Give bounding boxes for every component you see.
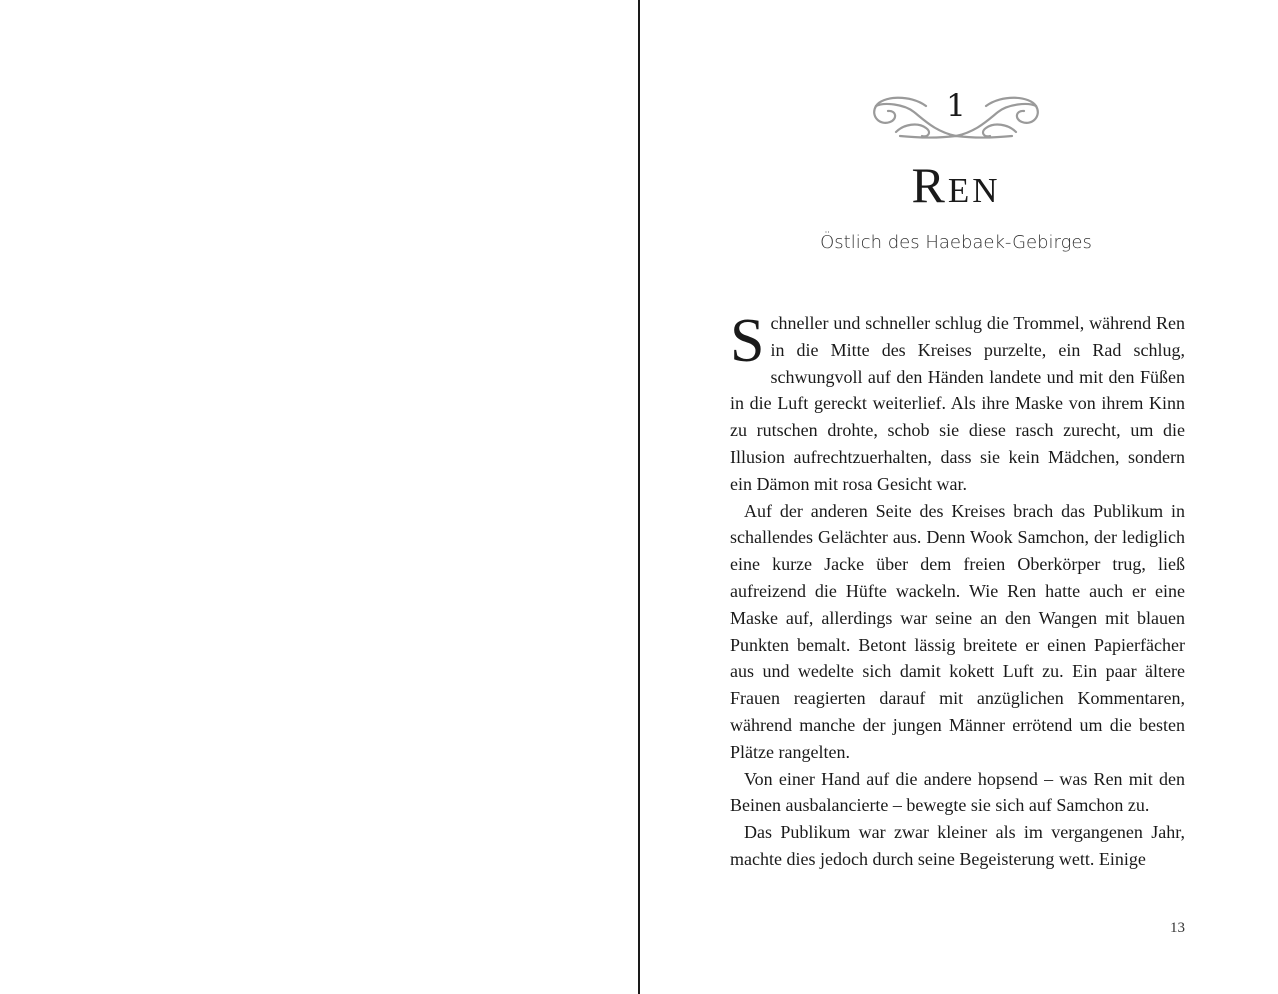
paragraph-1 (730, 307, 1185, 498)
drop-cap: S (730, 307, 765, 375)
chapter-location: Östlich des Haebaek-Gebirges (820, 232, 1092, 253)
page-number: 13 (1170, 920, 1185, 936)
chapter-title: Ren (911, 157, 1001, 213)
chapter-number: 1 (946, 88, 966, 124)
right-page (640, 0, 1278, 994)
paragraph-2: Auf der anderen Seite des Kreises brach das Publikum in schallendes Gelächter aus. Denn Wook Samchon, der lediglich eine kurze Jacke über dem freien Oberkörper trug, ließ aufreizend die Hüfte wackeln. Wie Ren hatte auch er eine Maske auf, allerdings war seine an den Wangen mit blauen Punkten bemalt. Betont lässig breitete er einen Papierfächer aus und wedelte sich damit kokett Luft zu. Ein paar ältere Frauen reagierten darauf mit anzüglichen Kommentaren, während manche der jungen Männer errötend um die besten Plätze rangelten. (730, 500, 1185, 762)
chapter-body (730, 307, 1185, 873)
paragraph-3: Von einer Hand auf die andere hopsend – was Ren mit den Beinen ausbalancierte – bewegte sie sich auf Samchon zu. (730, 768, 1185, 816)
left-page-blank (0, 0, 638, 994)
paragraph-1-text: chneller und schneller schlug die Trommel, während Ren in die Mitte des Kreises purzelte, ein Rad schlug, schwungvoll auf den Händen landete und mit den Füßen in die Luft gereckt weiterlief. Als ihre Maske von ihrem Kinn zu rutschen drohte, schob sie diese rasch zurecht, um die Illusion aufrechtzuerhalten, dass sie kein Mädchen, sondern ein Dämon mit rosa Gesicht war. (730, 313, 1185, 494)
paragraph-4: Das Publikum war zwar kleiner als im vergangenen Jahr, machte dies jedoch durch seine Begeisterung wett. Einige (730, 822, 1185, 869)
